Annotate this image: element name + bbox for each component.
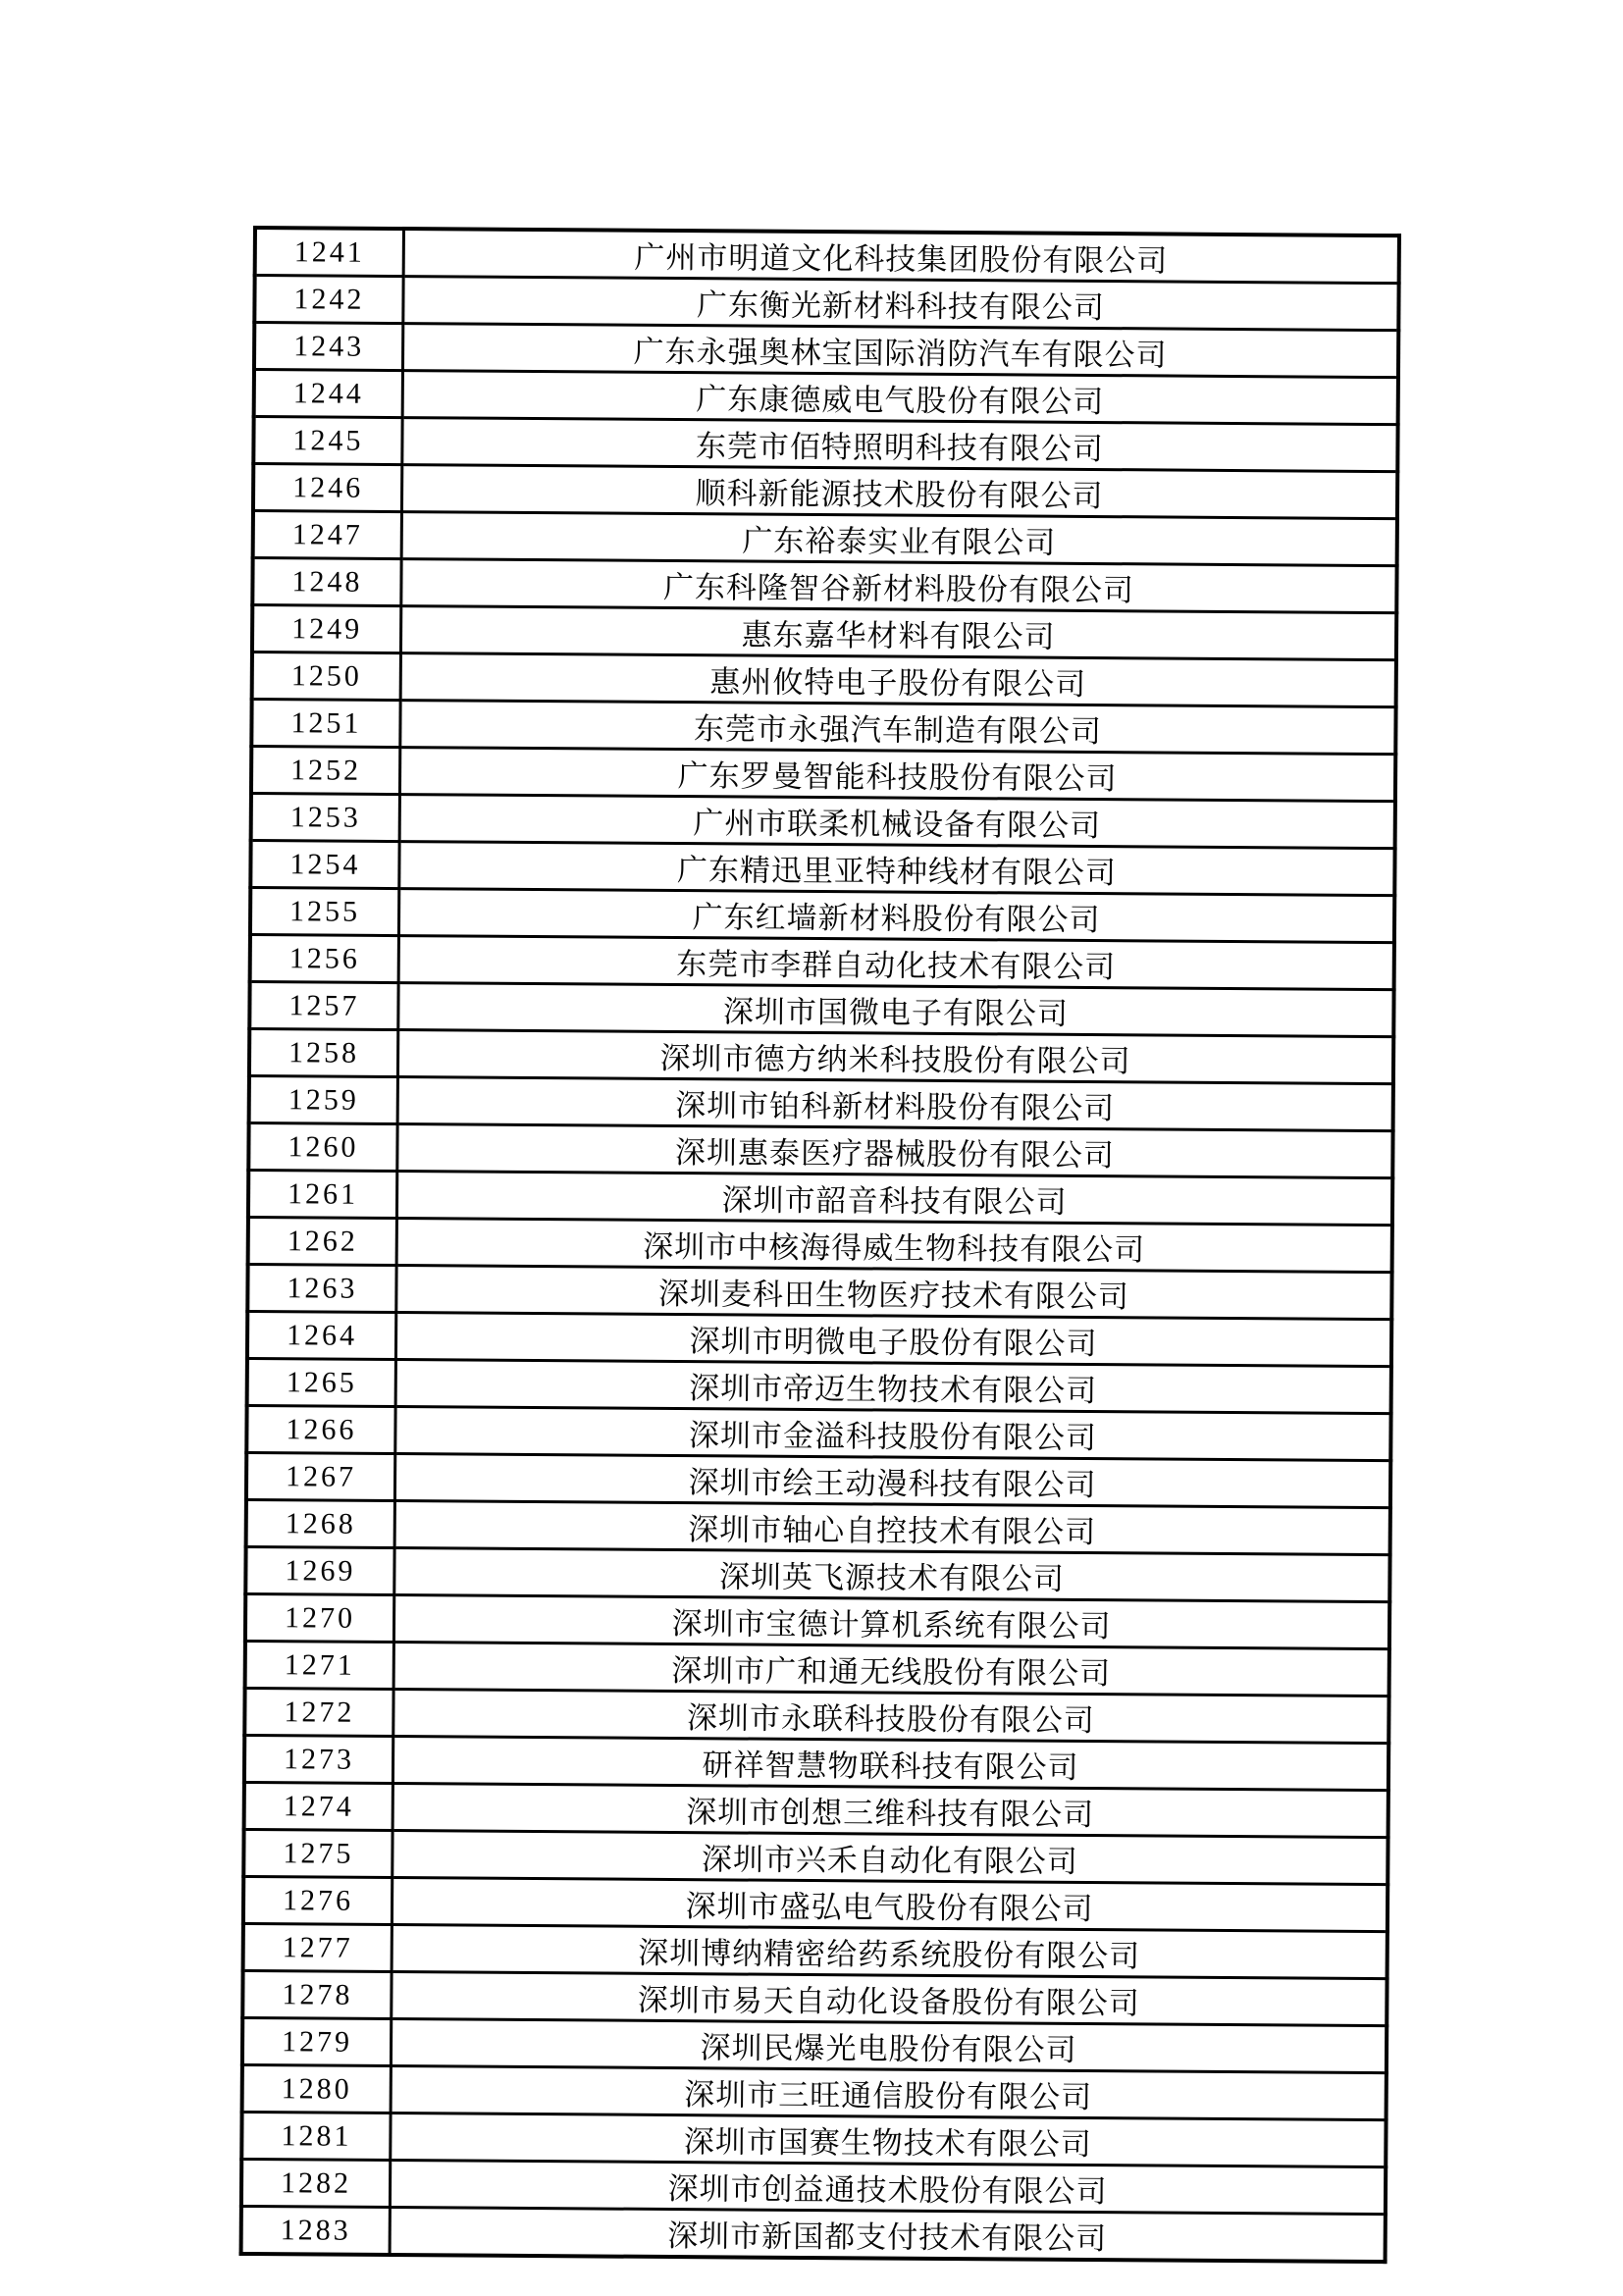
company-name-cell: 深圳市创益通技术股份有限公司 <box>390 2161 1386 2215</box>
company-name-cell: 广东精迅里亚特种线材有限公司 <box>399 842 1395 896</box>
company-name-cell: 惠东嘉华材料有限公司 <box>400 606 1396 660</box>
table-row <box>246 1452 1390 1507</box>
row-number-cell: 1259 <box>249 1075 398 1123</box>
row-number-cell: 1276 <box>243 1876 393 1924</box>
row-number-cell: 1274 <box>244 1782 393 1830</box>
company-name-cell: 深圳市铂科新材料股份有限公司 <box>397 1077 1393 1131</box>
row-number-cell: 1281 <box>241 2112 391 2160</box>
company-name-cell: 东莞市永强汽车制造有限公司 <box>400 701 1396 755</box>
company-name-cell: 深圳市韶音科技有限公司 <box>396 1172 1392 1226</box>
row-number-cell: 1244 <box>254 370 403 418</box>
table-row <box>253 511 1397 566</box>
row-number-cell: 1266 <box>246 1405 395 1453</box>
row-number-cell: 1263 <box>247 1264 396 1312</box>
table-row <box>242 2017 1387 2072</box>
company-name-cell: 深圳市国赛生物技术有限公司 <box>391 2113 1387 2167</box>
row-number-cell: 1250 <box>252 652 401 701</box>
company-name-cell: 深圳博纳精密给药系统股份有限公司 <box>392 1925 1387 1979</box>
table-row <box>241 2112 1386 2166</box>
row-number-cell: 1264 <box>247 1311 396 1359</box>
row-number-cell: 1262 <box>248 1217 397 1265</box>
company-name-cell: 深圳市金溢科技股份有限公司 <box>395 1407 1391 1461</box>
company-name-cell: 深圳市国微电子有限公司 <box>398 983 1394 1037</box>
company-name-cell: 深圳市明微电子股份有限公司 <box>395 1313 1391 1367</box>
table-row <box>254 323 1398 378</box>
row-number-cell: 1241 <box>255 228 404 277</box>
table-row <box>254 276 1398 331</box>
table-row <box>251 700 1395 755</box>
row-number-cell: 1269 <box>245 1546 394 1594</box>
row-number-cell: 1242 <box>254 276 403 324</box>
table-row <box>252 652 1396 707</box>
company-name-cell: 深圳市创想三维科技有限公司 <box>393 1784 1388 1838</box>
row-number-cell: 1277 <box>243 1923 393 1971</box>
company-name-cell: 顺科新能源技术股份有限公司 <box>401 465 1397 519</box>
table-row <box>253 464 1397 519</box>
row-number-cell: 1253 <box>251 793 400 841</box>
row-number-cell: 1256 <box>250 934 399 982</box>
table-row <box>253 417 1397 472</box>
table-row <box>254 370 1398 425</box>
row-number-cell: 1271 <box>245 1641 394 1689</box>
company-name-cell: 深圳民爆光电股份有限公司 <box>391 2019 1387 2073</box>
row-number-cell: 1255 <box>250 887 399 935</box>
table-row <box>247 1311 1391 1366</box>
table-row <box>246 1405 1390 1460</box>
row-number-cell: 1272 <box>244 1688 393 1736</box>
company-name-cell: 广东永强奥林宝国际消防汽车有限公司 <box>402 324 1398 378</box>
company-name-cell: 深圳市兴禾自动化有限公司 <box>393 1831 1388 1885</box>
company-list-table <box>239 226 1401 2264</box>
table-row <box>247 1358 1391 1413</box>
table-row <box>249 981 1393 1036</box>
company-name-cell: 深圳市新国都支付技术有限公司 <box>390 2208 1386 2263</box>
company-table-body <box>241 228 1399 2262</box>
row-number-cell: 1280 <box>242 2064 392 2113</box>
row-number-cell: 1249 <box>252 605 401 653</box>
company-list-table-wrap <box>240 226 1401 2257</box>
table-row <box>245 1593 1389 1648</box>
table-row <box>243 1829 1387 1884</box>
company-name-cell: 广州市明道文化科技集团股份有限公司 <box>403 229 1399 284</box>
company-name-cell: 广州市联柔机械设备有限公司 <box>399 795 1395 849</box>
company-name-cell: 深圳市德方纳米科技股份有限公司 <box>397 1030 1393 1084</box>
row-number-cell: 1265 <box>247 1358 396 1406</box>
table-row <box>246 1499 1390 1554</box>
table-row <box>249 1028 1393 1083</box>
row-number-cell: 1246 <box>253 464 402 512</box>
table-row <box>241 2206 1386 2262</box>
company-name-cell: 深圳市中核海得威生物科技有限公司 <box>396 1219 1392 1273</box>
table-row <box>251 747 1395 802</box>
table-row <box>255 228 1399 284</box>
company-name-cell: 东莞市李群自动化技术有限公司 <box>398 936 1394 990</box>
company-name-cell: 广东裕泰实业有限公司 <box>401 512 1397 566</box>
table-row <box>252 605 1396 660</box>
table-row <box>244 1782 1388 1837</box>
row-number-cell: 1278 <box>242 1970 392 2018</box>
table-row <box>245 1641 1389 1696</box>
company-name-cell: 深圳市易天自动化设备股份有限公司 <box>392 1972 1387 2026</box>
row-number-cell: 1248 <box>252 558 401 606</box>
table-row <box>244 1735 1388 1790</box>
company-name-cell: 深圳市广和通无线股份有限公司 <box>393 1643 1389 1696</box>
company-name-cell: 深圳市绘王动漫科技有限公司 <box>394 1454 1390 1508</box>
company-name-cell: 深圳惠泰医疗器械股份有限公司 <box>397 1124 1393 1178</box>
table-row <box>248 1170 1392 1225</box>
company-name-cell: 深圳市盛弘电气股份有限公司 <box>392 1878 1387 1932</box>
row-number-cell: 1279 <box>242 2017 392 2065</box>
company-name-cell: 广东罗曼智能科技股份有限公司 <box>399 748 1395 802</box>
table-row <box>250 840 1394 895</box>
row-number-cell: 1247 <box>253 511 402 559</box>
table-row <box>243 1876 1387 1931</box>
company-name-cell: 东莞市佰特照明科技有限公司 <box>402 418 1398 472</box>
row-number-cell: 1245 <box>253 417 402 465</box>
table-row <box>250 934 1394 989</box>
table-row <box>251 793 1395 848</box>
company-name-cell: 深圳市永联科技股份有限公司 <box>393 1690 1389 1744</box>
table-row <box>245 1546 1389 1601</box>
table-row <box>248 1217 1392 1272</box>
company-name-cell: 广东康德威电气股份有限公司 <box>402 371 1398 425</box>
row-number-cell: 1267 <box>246 1452 395 1500</box>
table-row <box>242 1970 1387 2025</box>
company-name-cell: 深圳英飞源技术有限公司 <box>394 1548 1390 1602</box>
company-name-cell: 广东科隆智谷新材料股份有限公司 <box>401 559 1397 613</box>
row-number-cell: 1252 <box>251 747 400 795</box>
row-number-cell: 1254 <box>250 840 399 888</box>
row-number-cell: 1257 <box>249 981 398 1029</box>
table-row <box>252 558 1396 613</box>
company-name-cell: 深圳麦科田生物医疗技术有限公司 <box>396 1266 1392 1320</box>
table-row <box>247 1264 1391 1319</box>
table-row <box>243 1923 1387 1978</box>
row-number-cell: 1283 <box>241 2206 391 2255</box>
company-name-cell: 深圳市轴心自控技术有限公司 <box>394 1501 1390 1555</box>
company-name-cell: 深圳市帝迈生物技术有限公司 <box>395 1360 1391 1414</box>
company-name-cell: 研祥智慧物联科技有限公司 <box>393 1737 1388 1791</box>
row-number-cell: 1282 <box>241 2159 391 2207</box>
row-number-cell: 1251 <box>251 700 400 748</box>
table-row <box>241 2159 1386 2214</box>
company-name-cell: 深圳市宝德计算机系统有限公司 <box>393 1595 1389 1649</box>
company-name-cell: 惠州攸特电子股份有限公司 <box>400 653 1396 707</box>
company-name-cell: 广东衡光新材料科技有限公司 <box>403 277 1399 331</box>
company-name-cell: 深圳市三旺通信股份有限公司 <box>391 2066 1387 2120</box>
table-row <box>250 887 1394 942</box>
row-number-cell: 1275 <box>243 1829 393 1877</box>
row-number-cell: 1270 <box>245 1593 394 1642</box>
row-number-cell: 1260 <box>248 1122 397 1171</box>
row-number-cell: 1268 <box>246 1499 395 1547</box>
row-number-cell: 1261 <box>248 1170 397 1218</box>
table-row <box>249 1075 1393 1130</box>
row-number-cell: 1243 <box>254 323 403 371</box>
table-row <box>242 2064 1387 2119</box>
company-name-cell: 广东红墙新材料股份有限公司 <box>398 889 1394 943</box>
row-number-cell: 1273 <box>244 1735 393 1783</box>
row-number-cell: 1258 <box>249 1028 398 1076</box>
table-row <box>244 1688 1388 1743</box>
table-row <box>248 1122 1392 1177</box>
